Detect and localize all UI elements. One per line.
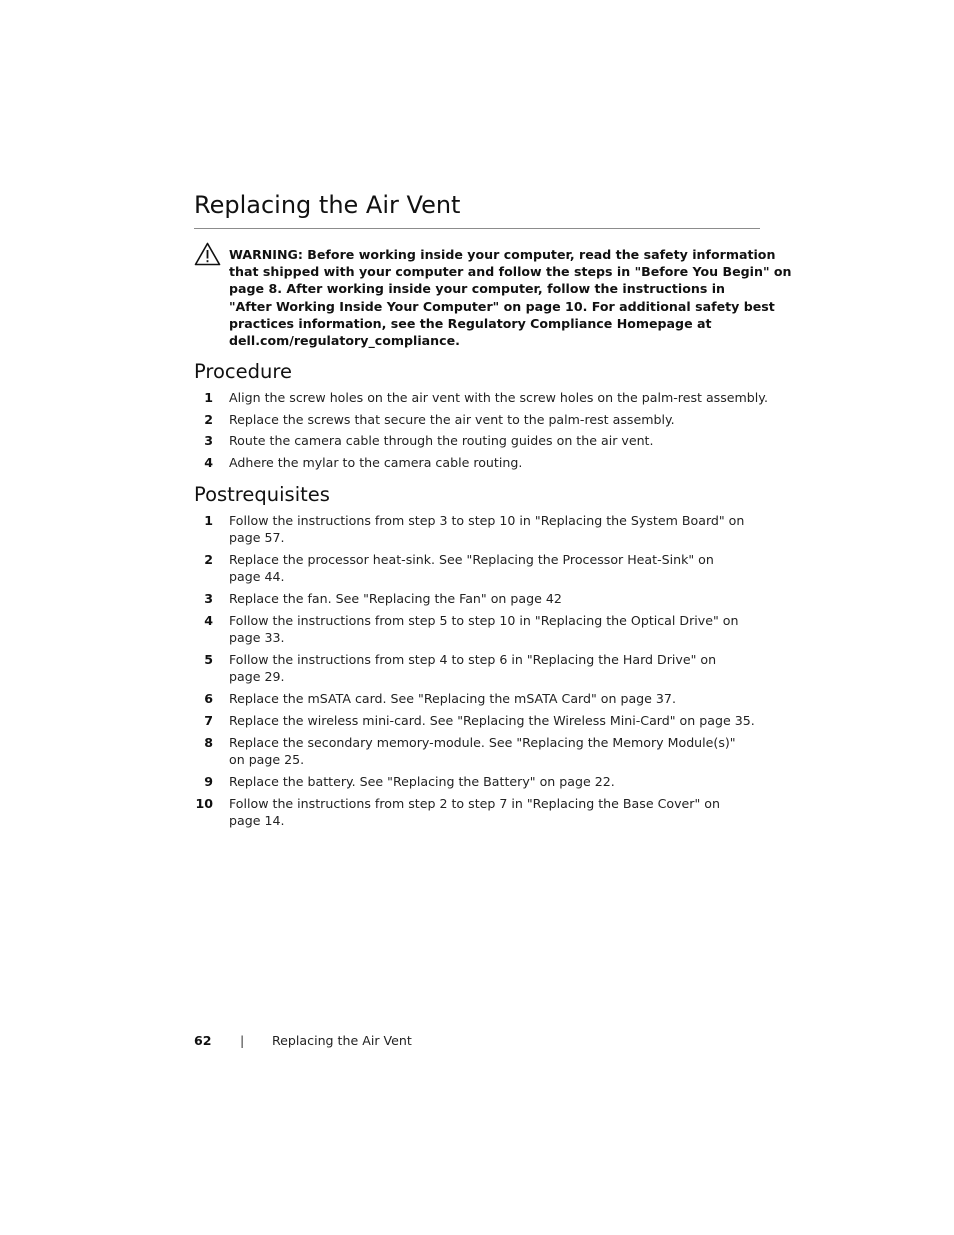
footer-separator: | bbox=[240, 1033, 245, 1048]
step-number: 10 bbox=[195, 796, 213, 812]
step-text: Replace the processor heat-sink. See "Replacing the Processor Heat-Sink" on bbox=[229, 552, 714, 568]
step-number: 4 bbox=[204, 613, 213, 629]
list-item bbox=[194, 389, 768, 406]
step-text: Replace the battery. See "Replacing the Battery" on page 22. bbox=[229, 774, 615, 790]
step-number: 7 bbox=[204, 713, 213, 729]
step-text: Route the camera cable through the routing guides on the air vent. bbox=[229, 433, 654, 449]
step-text: on page 25. bbox=[229, 752, 305, 768]
step-number: 4 bbox=[204, 455, 213, 471]
list-item bbox=[194, 651, 764, 685]
list-item bbox=[194, 432, 764, 449]
step-number: 1 bbox=[204, 390, 213, 405]
postrequisites-heading: Postrequisites bbox=[194, 483, 330, 506]
list-item bbox=[194, 551, 764, 585]
list-item bbox=[194, 590, 764, 607]
step-text: page 14. bbox=[229, 813, 285, 829]
list-item bbox=[194, 734, 764, 768]
page-number: 62 bbox=[194, 1033, 212, 1048]
warning-line: practices information, see the Regulatory Compliance Homepage at bbox=[229, 315, 712, 331]
step-number: 9 bbox=[204, 774, 213, 790]
step-number: 8 bbox=[204, 735, 213, 751]
step-text: page 33. bbox=[229, 630, 285, 646]
step-number: 2 bbox=[204, 411, 213, 427]
step-text: Follow the instructions from step 5 to step 10 in "Replacing the Optical Drive" on bbox=[229, 613, 739, 629]
postrequisites-steps bbox=[194, 512, 764, 829]
list-item bbox=[194, 411, 764, 428]
list-item bbox=[194, 795, 764, 829]
step-number: 3 bbox=[204, 433, 213, 449]
procedure-steps bbox=[194, 389, 768, 471]
warning-line: WARNING: Before working inside your computer, read the safety information bbox=[229, 247, 776, 262]
warning-link[interactable]: dell.com/regulatory_compliance. bbox=[229, 333, 460, 349]
step-text: Follow the instructions from step 4 to step 6 in "Replacing the Hard Drive" on bbox=[229, 652, 717, 668]
step-text: Replace the fan. See "Replacing the Fan" on page 42 bbox=[229, 591, 562, 607]
step-text: page 44. bbox=[229, 569, 285, 585]
step-text: Replace the screws that secure the air vent to the palm-rest assembly. bbox=[229, 411, 675, 427]
title-divider bbox=[194, 228, 760, 229]
list-item bbox=[194, 690, 764, 707]
list-item bbox=[194, 773, 764, 790]
warning-line: page 8. After working inside your computer, follow the instructions in bbox=[229, 281, 725, 297]
warning-message bbox=[229, 246, 792, 349]
step-text: Replace the mSATA card. See "Replacing the mSATA Card" on page 37. bbox=[229, 691, 676, 707]
list-item bbox=[194, 712, 764, 729]
warning-line: that shipped with your computer and follow the steps in "Before You Begin" on bbox=[229, 264, 792, 280]
step-text: page 57. bbox=[229, 530, 285, 546]
footer-title: Replacing the Air Vent bbox=[272, 1033, 412, 1048]
list-item bbox=[194, 612, 764, 646]
step-text: Adhere the mylar to the camera cable routing. bbox=[229, 455, 523, 471]
list-item bbox=[194, 512, 764, 546]
step-text: Replace the wireless mini-card. See "Replacing the Wireless Mini-Card" on page 35. bbox=[229, 713, 755, 729]
warning-line: "After Working Inside Your Computer" on page 10. For additional safety best bbox=[229, 298, 775, 314]
step-number: 5 bbox=[204, 652, 213, 668]
step-text: Follow the instructions from step 2 to step 7 in "Replacing the Base Cover" on bbox=[229, 796, 720, 812]
step-number: 6 bbox=[204, 691, 213, 707]
step-text: Align the screw holes on the air vent with the screw holes on the palm-rest assembly. bbox=[229, 390, 768, 405]
step-number: 2 bbox=[204, 552, 213, 568]
step-text: Replace the secondary memory-module. See "Replacing the Memory Module(s)" bbox=[229, 735, 736, 751]
warning-triangle-icon bbox=[194, 242, 221, 266]
step-text: Follow the instructions from step 3 to step 10 in "Replacing the System Board" on bbox=[229, 513, 745, 528]
step-number: 3 bbox=[204, 591, 213, 607]
step-number: 1 bbox=[204, 513, 213, 528]
list-item bbox=[194, 454, 764, 471]
step-text: page 29. bbox=[229, 669, 285, 685]
procedure-heading: Procedure bbox=[194, 360, 292, 383]
page-title: Replacing the Air Vent bbox=[194, 191, 461, 219]
